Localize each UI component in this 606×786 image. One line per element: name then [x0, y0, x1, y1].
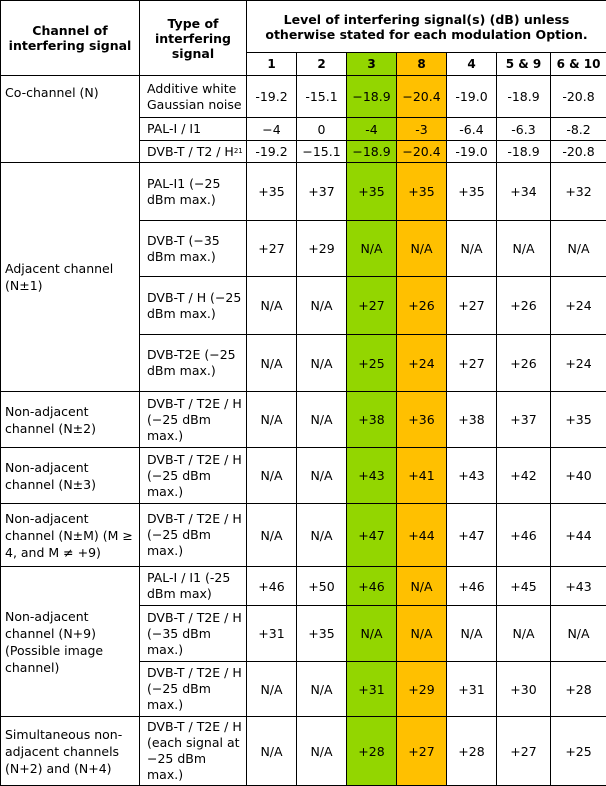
value-cell: N/A [297, 717, 347, 786]
type-cell [140, 448, 247, 504]
channel-cell: Non-adjacent channel (N+9) (Possible image channel) [1, 567, 140, 717]
value-cell: N/A [247, 662, 297, 717]
value-cell: −20.4 [397, 141, 447, 163]
value-cell: N/A [247, 504, 297, 567]
value-cell: N/A [297, 448, 347, 504]
value-cell: +46 [497, 504, 551, 567]
value-cell: +26 [497, 277, 551, 335]
value-cell: N/A [447, 221, 497, 277]
value-cell: +28 [447, 717, 497, 786]
value-cell: N/A [297, 277, 347, 335]
value-cell: +35 [297, 606, 347, 662]
value-cell: −18.9 [347, 76, 397, 118]
value-cell: +35 [347, 163, 397, 221]
value-cell: -20.8 [551, 141, 606, 163]
value-cell: N/A [447, 606, 497, 662]
footnote-marker: 21 [234, 147, 243, 155]
header-level: Level of interfering signal(s) (dB) unless otherwise stated for each modulation Option. [247, 1, 606, 53]
header-option: 1 [247, 53, 297, 76]
header-channel: Channel of interfering signal [1, 1, 140, 76]
value-cell: +50 [297, 567, 347, 606]
value-cell: -8.2 [551, 118, 606, 141]
value-cell: +40 [551, 448, 606, 504]
value-cell: +46 [247, 567, 297, 606]
type-cell [140, 141, 247, 163]
type-cell [140, 277, 247, 335]
value-cell: N/A [497, 221, 551, 277]
value-cell: +35 [447, 163, 497, 221]
type-cell [140, 392, 247, 448]
value-cell: −15.1 [297, 141, 347, 163]
table-row [1, 76, 606, 118]
type-label: DVB-T / T2E / H (each signal at −25 dBm max.) [147, 719, 242, 782]
value-cell: -18.9 [497, 76, 551, 118]
value-cell: +25 [551, 717, 606, 786]
value-cell: +43 [447, 448, 497, 504]
channel-cell: Non-adjacent channel (N±3) [1, 448, 140, 504]
type-cell [140, 335, 247, 392]
header-option: 3 [347, 53, 397, 76]
header-row-main [1, 1, 606, 53]
header-option: 8 [397, 53, 447, 76]
type-label: DVB-T / T2E / H (−25 dBm max.) [147, 396, 242, 443]
header-option: 2 [297, 53, 347, 76]
value-cell: N/A [247, 335, 297, 392]
type-label: DVB-T / H (−25 dBm max.) [147, 290, 241, 321]
value-cell: +38 [447, 392, 497, 448]
table-row [1, 717, 606, 786]
value-cell: +26 [497, 335, 551, 392]
value-cell: N/A [347, 606, 397, 662]
value-cell: 0 [297, 118, 347, 141]
type-cell [140, 76, 247, 118]
header-option: 5 & 9 [497, 53, 551, 76]
value-cell: −4 [247, 118, 297, 141]
value-cell: +42 [497, 448, 551, 504]
value-cell: -20.8 [551, 76, 606, 118]
value-cell: −18.9 [347, 141, 397, 163]
header-option: 6 & 10 [551, 53, 606, 76]
value-cell: N/A [247, 717, 297, 786]
value-cell: +31 [347, 662, 397, 717]
value-cell: -4 [347, 118, 397, 141]
value-cell: +29 [297, 221, 347, 277]
value-cell: -3 [397, 118, 447, 141]
type-cell [140, 118, 247, 141]
value-cell: +38 [347, 392, 397, 448]
type-cell [140, 504, 247, 567]
value-cell: +45 [497, 567, 551, 606]
value-cell: +43 [347, 448, 397, 504]
value-cell: +44 [551, 504, 606, 567]
table-row [1, 448, 606, 504]
value-cell: -19.0 [447, 76, 497, 118]
type-cell [140, 662, 247, 717]
type-label: PAL-I / I1 [147, 121, 201, 136]
value-cell: +27 [247, 221, 297, 277]
type-cell [140, 567, 247, 606]
table-body [1, 76, 606, 786]
value-cell: +46 [347, 567, 397, 606]
value-cell: N/A [397, 606, 447, 662]
value-cell: N/A [497, 606, 551, 662]
value-cell: +30 [497, 662, 551, 717]
channel-cell: Simultaneous non-adjacent channels (N+2) and (N+4) [1, 717, 140, 786]
table-row [1, 504, 606, 567]
value-cell: +41 [397, 448, 447, 504]
type-cell [140, 606, 247, 662]
value-cell: N/A [247, 448, 297, 504]
channel-cell: Non-adjacent channel (N±2) [1, 392, 140, 448]
type-label: DVB-T / T2E / H (−25 dBm max.) [147, 452, 242, 499]
value-cell: N/A [297, 504, 347, 567]
value-cell: N/A [247, 392, 297, 448]
value-cell: -18.9 [497, 141, 551, 163]
value-cell: +31 [247, 606, 297, 662]
value-cell: +27 [447, 335, 497, 392]
value-cell: +28 [551, 662, 606, 717]
value-cell: N/A [551, 606, 606, 662]
type-label: DVB-T / T2 / H [147, 144, 234, 159]
value-cell: N/A [297, 662, 347, 717]
value-cell: N/A [247, 277, 297, 335]
type-label: DVB-T / T2E / H (−35 dBm max.) [147, 610, 242, 657]
table-row [1, 163, 606, 221]
header-option: 4 [447, 53, 497, 76]
table-row [1, 392, 606, 448]
value-cell: +29 [397, 662, 447, 717]
value-cell: +24 [397, 335, 447, 392]
value-cell: -6.4 [447, 118, 497, 141]
type-label: Additive white Gaussian noise [147, 81, 242, 112]
value-cell: N/A [397, 221, 447, 277]
value-cell: +44 [397, 504, 447, 567]
value-cell: +31 [447, 662, 497, 717]
value-cell: +25 [347, 335, 397, 392]
value-cell: +27 [347, 277, 397, 335]
value-cell: +24 [551, 335, 606, 392]
value-cell: +35 [551, 392, 606, 448]
type-label: PAL-I1 (−25 dBm max.) [147, 176, 220, 207]
value-cell: +47 [447, 504, 497, 567]
type-label: DVB-T (−35 dBm max.) [147, 233, 220, 264]
type-label: DVB-T2E (−25 dBm max.) [147, 347, 236, 378]
value-cell: N/A [297, 335, 347, 392]
value-cell: +43 [551, 567, 606, 606]
value-cell: +28 [347, 717, 397, 786]
value-cell: +27 [397, 717, 447, 786]
value-cell: N/A [397, 567, 447, 606]
type-cell [140, 163, 247, 221]
value-cell: N/A [297, 392, 347, 448]
value-cell: -19.2 [247, 76, 297, 118]
value-cell: +47 [347, 504, 397, 567]
value-cell: +46 [447, 567, 497, 606]
value-cell: +32 [551, 163, 606, 221]
type-cell [140, 717, 247, 786]
value-cell: -6.3 [497, 118, 551, 141]
value-cell: +27 [497, 717, 551, 786]
channel-cell: Co-channel (N) [1, 76, 140, 163]
channel-cell: Adjacent channel (N±1) [1, 163, 140, 392]
value-cell: +35 [247, 163, 297, 221]
type-label: DVB-T / T2E / H (−25 dBm max.) [147, 511, 242, 558]
value-cell: −20.4 [397, 76, 447, 118]
value-cell: -19.0 [447, 141, 497, 163]
value-cell: +36 [397, 392, 447, 448]
value-cell: +24 [551, 277, 606, 335]
value-cell: -15.1 [297, 76, 347, 118]
table-row [1, 567, 606, 606]
type-cell [140, 221, 247, 277]
channel-cell: Non-adjacent channel (N±M) (M ≥ 4, and M ≠ +9) [1, 504, 140, 567]
value-cell: +26 [397, 277, 447, 335]
type-label: DVB-T / T2E / H (−25 dBm max.) [147, 665, 242, 712]
value-cell: N/A [551, 221, 606, 277]
value-cell: +34 [497, 163, 551, 221]
value-cell: N/A [347, 221, 397, 277]
value-cell: +27 [447, 277, 497, 335]
value-cell: +37 [497, 392, 551, 448]
header-type: Type of interfering signal [140, 1, 247, 76]
value-cell: -19.2 [247, 141, 297, 163]
value-cell: +35 [397, 163, 447, 221]
value-cell: +37 [297, 163, 347, 221]
type-label: PAL-I / I1 (-25 dBm max) [147, 570, 230, 601]
